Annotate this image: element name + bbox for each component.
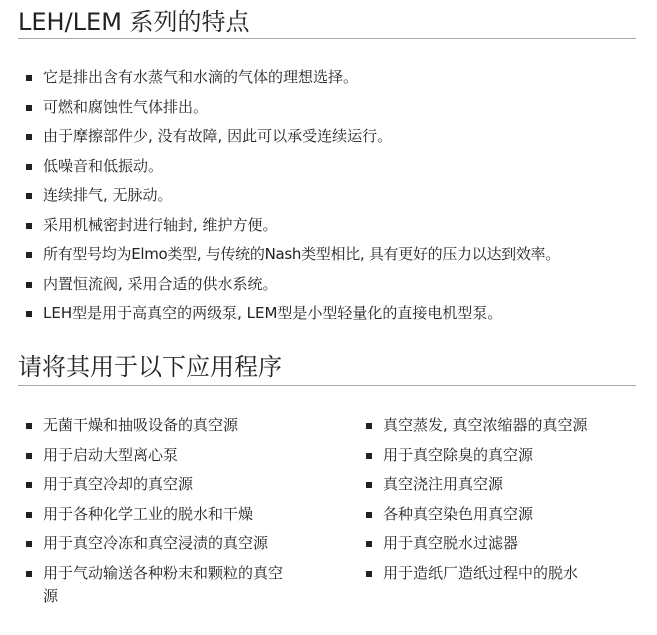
bullet-icon bbox=[26, 541, 32, 547]
bullet-icon bbox=[26, 453, 32, 459]
list-item bbox=[358, 562, 648, 585]
list-item bbox=[18, 155, 648, 185]
list-item-text: 无菌干燥和抽吸设备的真空源 bbox=[43, 416, 239, 434]
list-item-text: 各种真空染色用真空源 bbox=[383, 504, 534, 523]
bullet-icon bbox=[26, 164, 32, 170]
applications-list-left bbox=[18, 414, 293, 614]
list-item bbox=[18, 273, 648, 303]
bullet-icon bbox=[26, 482, 32, 488]
list-item-text: 真空蒸发, 真空浓缩器的真空源 bbox=[383, 416, 588, 434]
list-item bbox=[18, 444, 293, 467]
list-item-text: 由于摩擦部件少, 没有故障, 因此可以承受连续运行。 bbox=[43, 127, 393, 145]
features-list bbox=[18, 66, 648, 332]
list-item-text: 低噪音和低振动。 bbox=[43, 156, 164, 175]
applications-heading: 请将其用于以下应用程序 bbox=[18, 353, 282, 381]
list-item-text: 可燃和腐蚀性气体排出。 bbox=[43, 97, 209, 116]
bullet-icon bbox=[366, 512, 372, 518]
list-item bbox=[358, 503, 648, 526]
list-item bbox=[18, 125, 648, 155]
list-item bbox=[18, 214, 648, 244]
bullet-icon bbox=[366, 423, 372, 429]
list-item-text: 用于启动大型离心泵 bbox=[43, 445, 179, 464]
list-item-text: 真空浇注用真空源 bbox=[383, 475, 504, 493]
list-item-text: 用于气动输送各种粉末和颗粒的真空源 bbox=[43, 563, 284, 605]
list-item bbox=[18, 562, 293, 608]
list-item bbox=[18, 243, 648, 273]
list-item-text: 用于真空冷冻和真空浸渍的真空源 bbox=[43, 534, 269, 552]
bullet-icon bbox=[26, 193, 32, 199]
list-item bbox=[18, 473, 293, 496]
list-item bbox=[358, 414, 648, 437]
list-item bbox=[18, 96, 648, 126]
list-item-text: 所有型号均为Elmo类型, 与传统的Nash类型相比, 具有更好的压力以达到效率。 bbox=[43, 245, 560, 263]
list-item-text: 用于真空脱水过滤器 bbox=[383, 534, 519, 552]
list-item bbox=[358, 444, 648, 467]
list-item bbox=[18, 414, 293, 437]
bullet-icon bbox=[26, 311, 32, 317]
bullet-icon bbox=[366, 482, 372, 488]
bullet-icon bbox=[26, 75, 32, 81]
bullet-icon bbox=[366, 453, 372, 459]
list-item-text: 用于造纸厂造纸过程中的脱水 bbox=[383, 563, 579, 582]
bullet-icon bbox=[26, 571, 32, 577]
features-heading: LEH/LEM 系列的特点 bbox=[18, 8, 250, 36]
bullet-icon bbox=[26, 512, 32, 518]
bullet-icon bbox=[366, 541, 372, 547]
list-item-text: 内置恒流阀, 采用合适的供水系统。 bbox=[43, 274, 278, 293]
list-item-text: 用于真空除臭的真空源 bbox=[383, 445, 534, 464]
bullet-icon bbox=[26, 105, 32, 111]
bullet-icon bbox=[26, 134, 32, 140]
list-item bbox=[18, 532, 293, 555]
list-item bbox=[358, 532, 648, 555]
list-item bbox=[18, 184, 648, 214]
applications-heading-rule bbox=[18, 385, 636, 386]
bullet-icon bbox=[366, 571, 372, 577]
features-heading-rule bbox=[18, 38, 636, 39]
list-item bbox=[18, 66, 648, 96]
bullet-icon bbox=[26, 423, 32, 429]
bullet-icon bbox=[26, 223, 32, 229]
list-item bbox=[18, 302, 648, 332]
list-item-text: 用于真空冷却的真空源 bbox=[43, 475, 194, 493]
list-item-text: 用于各种化学工业的脱水和干燥 bbox=[43, 504, 254, 523]
list-item-text: 连续排气, 无脉动。 bbox=[43, 186, 173, 204]
bullet-icon bbox=[26, 282, 32, 288]
bullet-icon bbox=[26, 252, 32, 258]
list-item bbox=[18, 503, 293, 526]
list-item-text: 它是排出含有水蒸气和水滴的气体的理想选择。 bbox=[43, 68, 359, 86]
list-item-text: 采用机械密封进行轴封, 维护方便。 bbox=[43, 215, 278, 234]
list-item-text: LEH型是用于高真空的两级泵, LEM型是小型轻量化的直接电机型泵。 bbox=[43, 304, 503, 322]
applications-list-right bbox=[358, 414, 648, 591]
list-item bbox=[358, 473, 648, 496]
